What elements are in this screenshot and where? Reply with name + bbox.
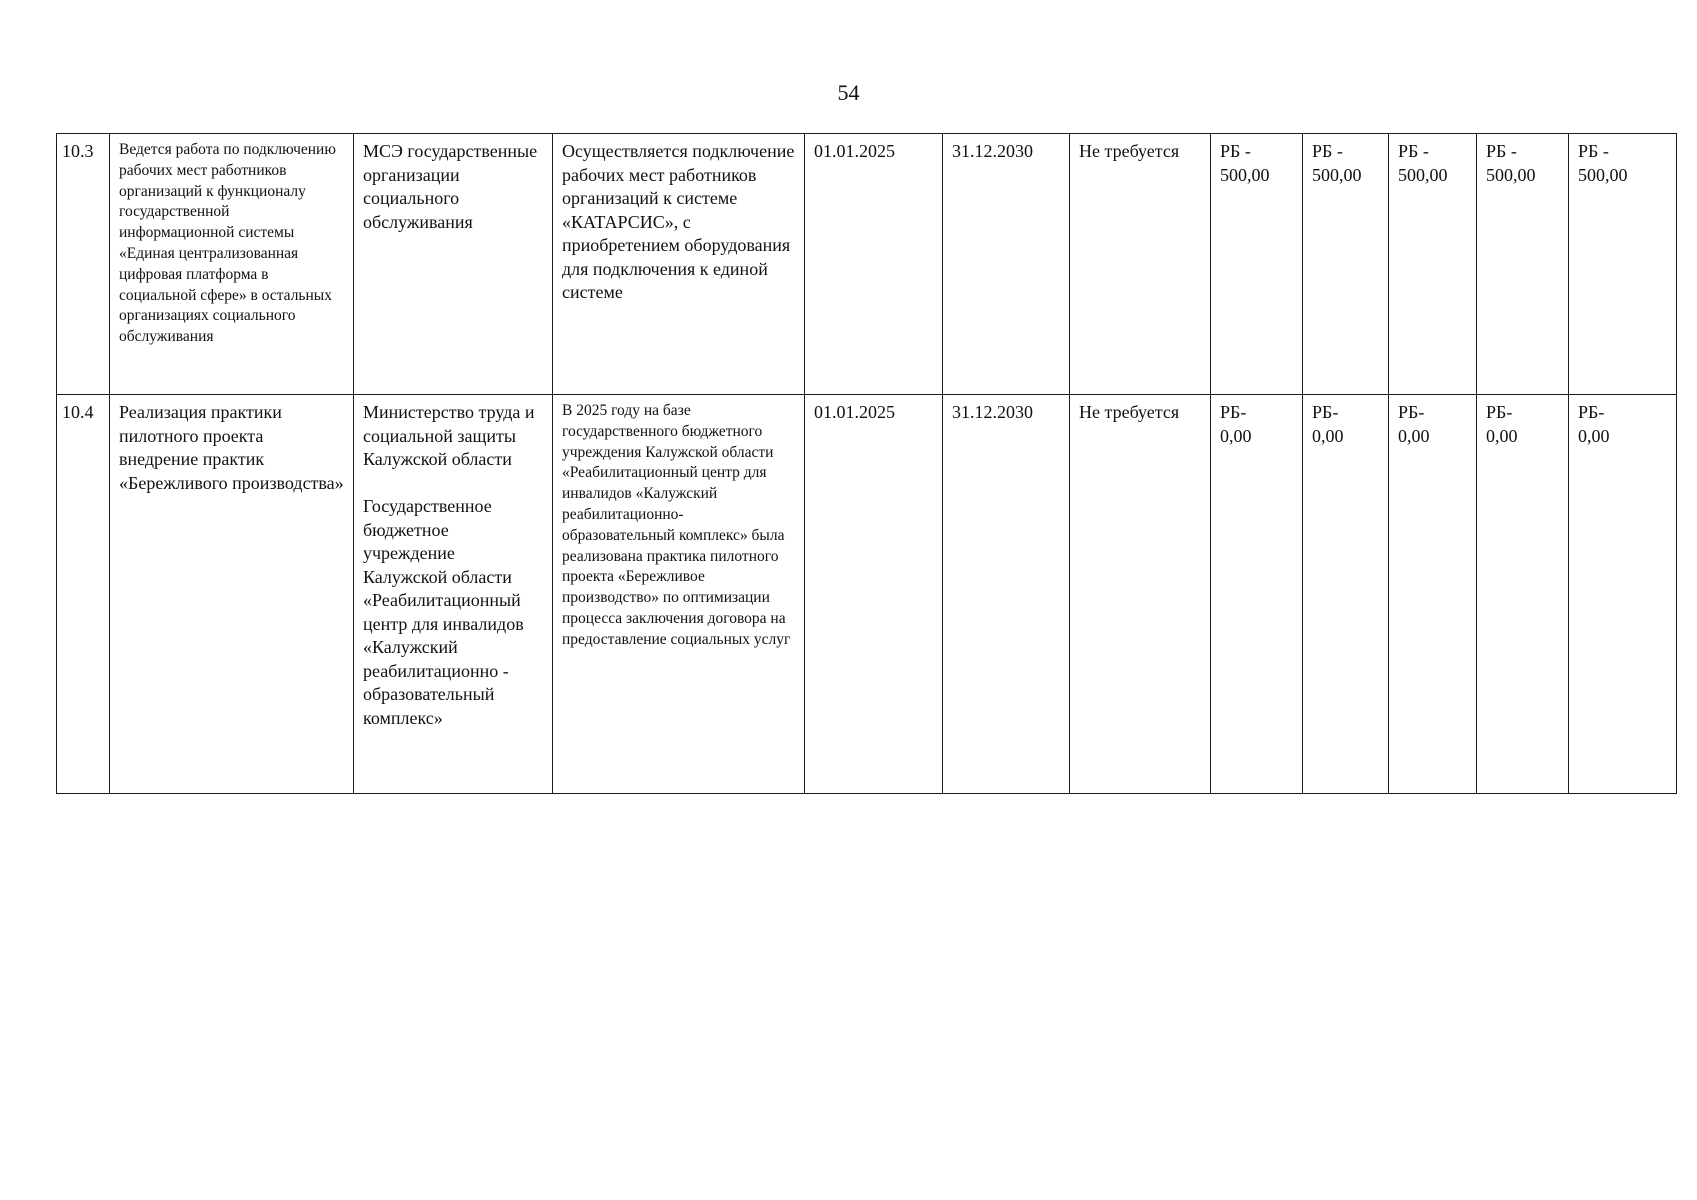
executor-spacer [363,472,543,496]
start-date-cell: 01.01.2025 [805,134,943,395]
table-row [57,134,1677,395]
finance-cell-2: РБ - 500,00 [1303,134,1389,395]
row-number-cell: 10.3 [57,134,110,395]
finance-cell-3: РБ - 500,00 [1389,134,1477,395]
finance-cell-2: РБ- 0,00 [1303,395,1389,794]
executor-cell [354,134,553,395]
finance-cell-4: РБ - 500,00 [1477,134,1569,395]
finance-cell-4: РБ- 0,00 [1477,395,1569,794]
finance-cell-5: РБ- 0,00 [1569,395,1677,794]
end-date-cell: 31.12.2030 [943,395,1070,794]
measures-table [56,133,1677,794]
event-cell: Реализация практики пилотного проекта внедрение практик «Бережливого производства» [110,395,354,794]
need-cell: Не требуется [1070,134,1211,395]
finance-cell-5: РБ - 500,00 [1569,134,1677,395]
end-date-cell: 31.12.2030 [943,134,1070,395]
executor-cell [354,395,553,794]
event-cell: Ведется работа по подключению рабочих мест работников организаций к функционалу государственной информационной системы «Единая централизованная цифровая платформа в социальной сфере» в остальных организациях социального обслуживания [110,134,354,395]
start-date-cell: 01.01.2025 [805,395,943,794]
page-number: 54 [837,80,860,105]
finance-cell-1: РБ - 500,00 [1211,134,1303,395]
result-cell: Осуществляется подключение рабочих мест работников организаций к системе «КАТАРСИС», с приобретением оборудования для подключения к единой системе [553,134,805,395]
finance-cell-1: РБ- 0,00 [1211,395,1303,794]
executor-primary: Министерство труда и социальной защиты Калужской области [363,402,535,469]
executor-secondary: Государственное бюджетное учреждение Калужской области «Реабилитационный центр для инвалидов «Калужский реабилитационно - образовательный комплекс» [363,496,524,728]
executor-primary: МСЭ государственные организации социального обслуживания [363,141,538,232]
finance-cell-3: РБ- 0,00 [1389,395,1477,794]
result-cell: В 2025 году на базе государственного бюджетного учреждения Калужской области «Реабилитационный центр для инвалидов «Калужский реабилитационно-образовательный комплекс» была реализована практика пилотного проекта «Бережливое производство» по оптимизации процесса заключения договора на предоставление социальных услуг [553,395,805,794]
table-row [57,395,1677,794]
row-number-cell: 10.4 [57,395,110,794]
need-cell: Не требуется [1070,395,1211,794]
